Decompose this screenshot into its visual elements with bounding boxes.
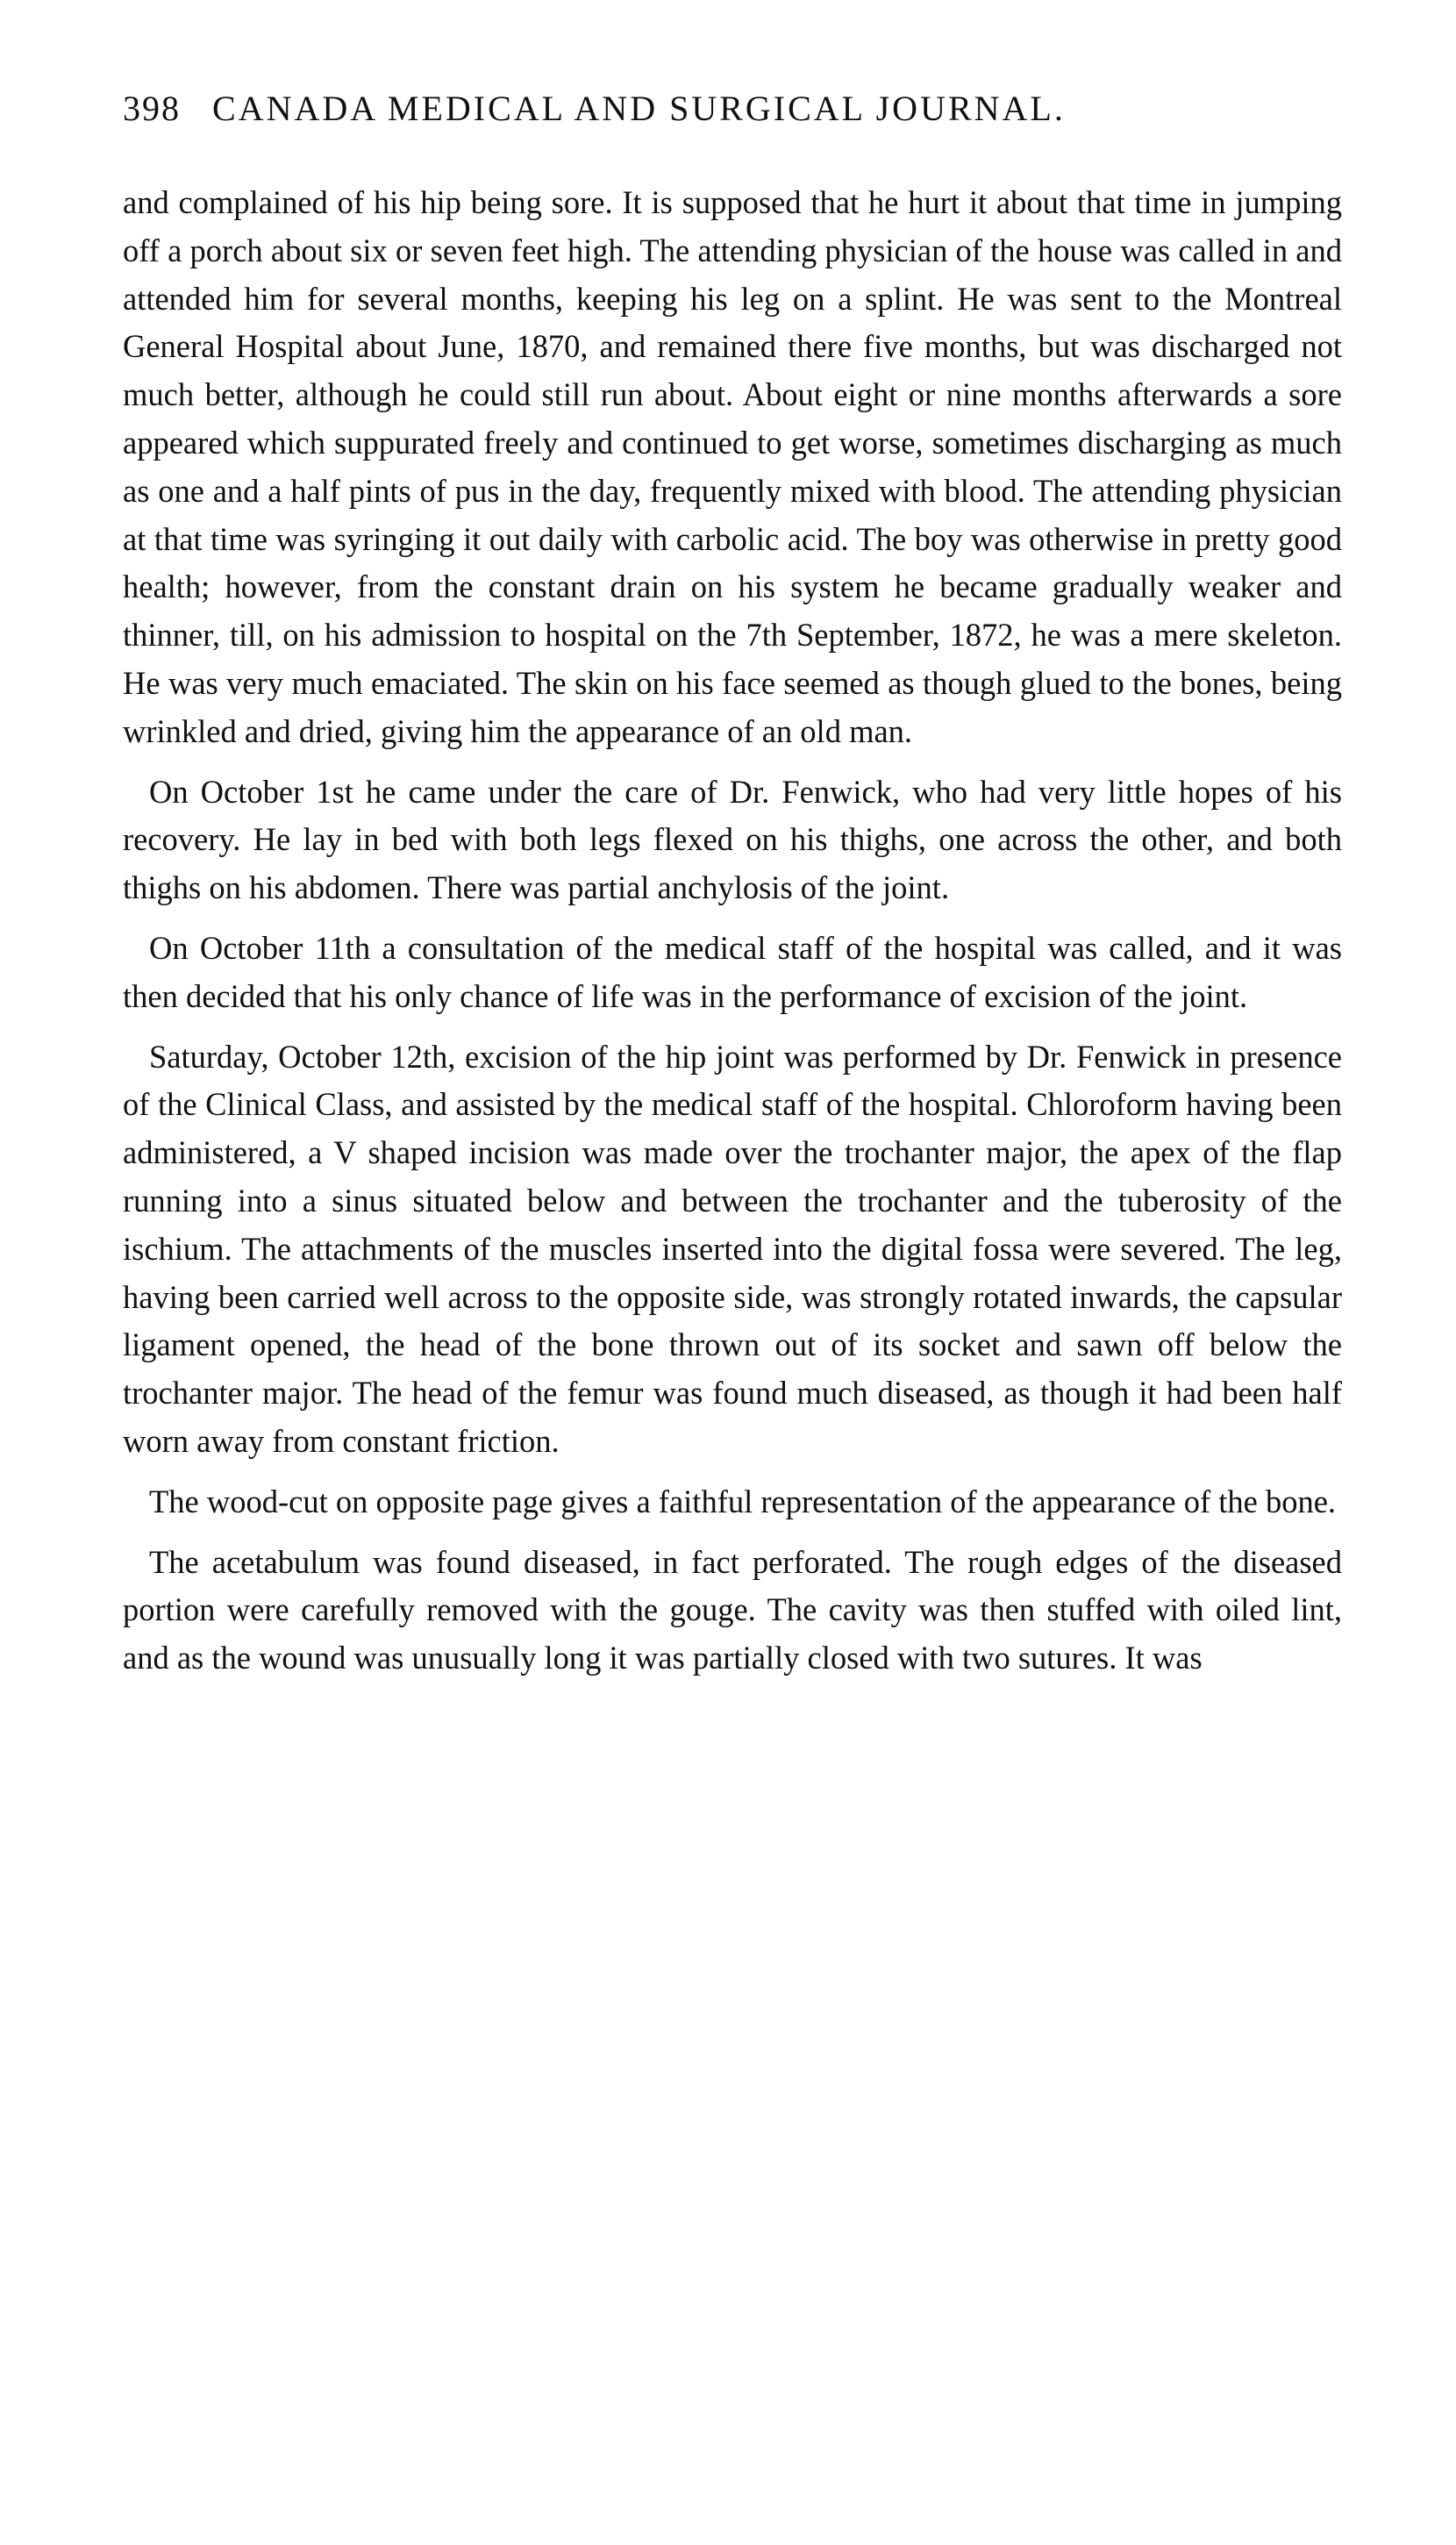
paragraph-case-history: and complained of his hip being sore. It is supposed that he hurt it about that time in jumping off a porch about six or seven feet high. The attending physician of the house was called in and attended him for several months, keeping his leg on a splint. He was sent to the Montreal General Hospital about June, 1870, and remained there five months, but was discharged not much better, although he could still run about. About eight or nine months afterwards a sore appeared which suppurated freely and continued to get worse, sometimes discharging as much as one and a half pints of pus in the day, frequently mixed with blood. The attending physician at that time was syringing it out daily with carbolic acid. The boy was otherwise in pretty good health; however, from the constant drain on his system he became gradually weaker and thinner, till, on his admission to hospital on the 7th September, 1872, he was a mere skeleton. He was very much emaciated. The skin on his face seemed as though glued to the bones, being wrinkled and dried, giving him the appearance of an old man.	[123, 184, 1342, 749]
paragraph-excision-procedure: Saturday, October 12th, excision of the hip joint was performed by Dr. Fenwick in presence of the Clinical Class, and assisted by the medical staff of the hospital. Chloroform having been administered, a V shaped incision was made over the trochanter major, the apex of the flap running into a sinus situated below and between the trochanter and the tuberosity of the ischium. The attachments of the muscles inserted into the digital fossa were severed. The leg, having been carried well across to the opposite side, was strongly rotated inwards, the capsular ligament opened, the head of the bone thrown out of its socket and sawn off below the trochanter major. The head of the femur was found much diseased, as though it had been half worn away from constant friction.	[123, 1038, 1342, 1459]
page-header	[123, 88, 1342, 140]
article-body	[123, 179, 1342, 1683]
paragraph-october-first: On October 1st he came under the care of Dr. Fenwick, who had very little hopes of his recovery. He lay in bed with both legs flexed on his thighs, one across the other, and both thighs on his abdomen. There was partial anchylosis of the joint.	[123, 773, 1342, 906]
running-title: CANADA MEDICAL AND SURGICAL JOURNAL.	[212, 89, 1066, 128]
paragraph-consultation: On October 11th a consultation of the medical staff of the hospital was called, and it was then decided that his only chance of life was in the performance of excision of the joint.	[123, 929, 1342, 1014]
paragraph-wood-cut-reference: The wood-cut on opposite page gives a faithful representation of the appearance of the bone.	[149, 1483, 1337, 1519]
page-number: 398	[123, 89, 181, 128]
journal-page	[123, 88, 1342, 1695]
paragraph-acetabulum: The acetabulum was found diseased, in fact perforated. The rough edges of the diseased portion were carefully removed with the gouge. The cavity was then stuffed with oiled lint, and as the wound was unusually long it was partially closed with two sutures. It was	[123, 1543, 1342, 1676]
